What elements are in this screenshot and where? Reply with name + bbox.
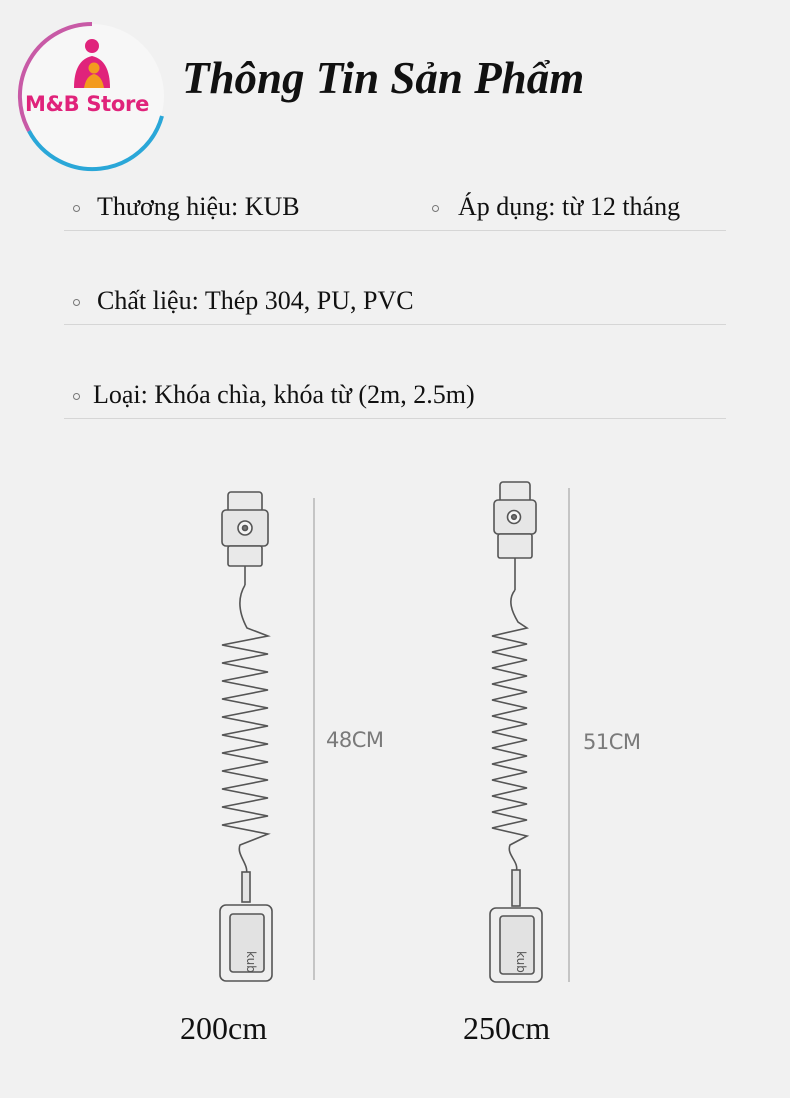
harness-product-2: [490, 482, 542, 982]
bullet-icon: [73, 205, 80, 212]
spec-brand: Thương hiệu: KUB: [97, 192, 300, 221]
lock-clip-icon: [494, 482, 536, 590]
coiled-cable: [222, 585, 268, 875]
length-label-1: 48CM: [326, 728, 384, 752]
size-label-1: 200cm: [180, 1010, 268, 1046]
page-title: Thông Tin Sản Phẩm: [182, 53, 585, 103]
band-logo-text: kub: [244, 951, 258, 973]
logo-text: M&B Store: [25, 92, 150, 116]
spec-age: Áp dụng: từ 12 tháng: [458, 192, 681, 221]
spec-material: Chất liệu: Thép 304, PU, PVC: [97, 286, 414, 315]
coiled-cable: [492, 590, 527, 872]
length-label-2: 51CM: [583, 730, 641, 754]
row-divider: [64, 324, 726, 325]
lock-clip-icon: [222, 492, 268, 585]
row-divider: [64, 418, 726, 419]
bullet-icon: [73, 299, 80, 306]
row-divider: [64, 230, 726, 231]
bullet-icon: [432, 205, 439, 212]
harness-product-1: [220, 492, 272, 981]
spec-type: Loại: Khóa chìa, khóa từ (2m, 2.5m): [93, 380, 475, 409]
band-logo-text: kub: [514, 951, 528, 973]
product-illustration: [0, 440, 790, 1010]
size-label-2: 250cm: [463, 1010, 551, 1046]
bullet-icon: [73, 393, 80, 400]
